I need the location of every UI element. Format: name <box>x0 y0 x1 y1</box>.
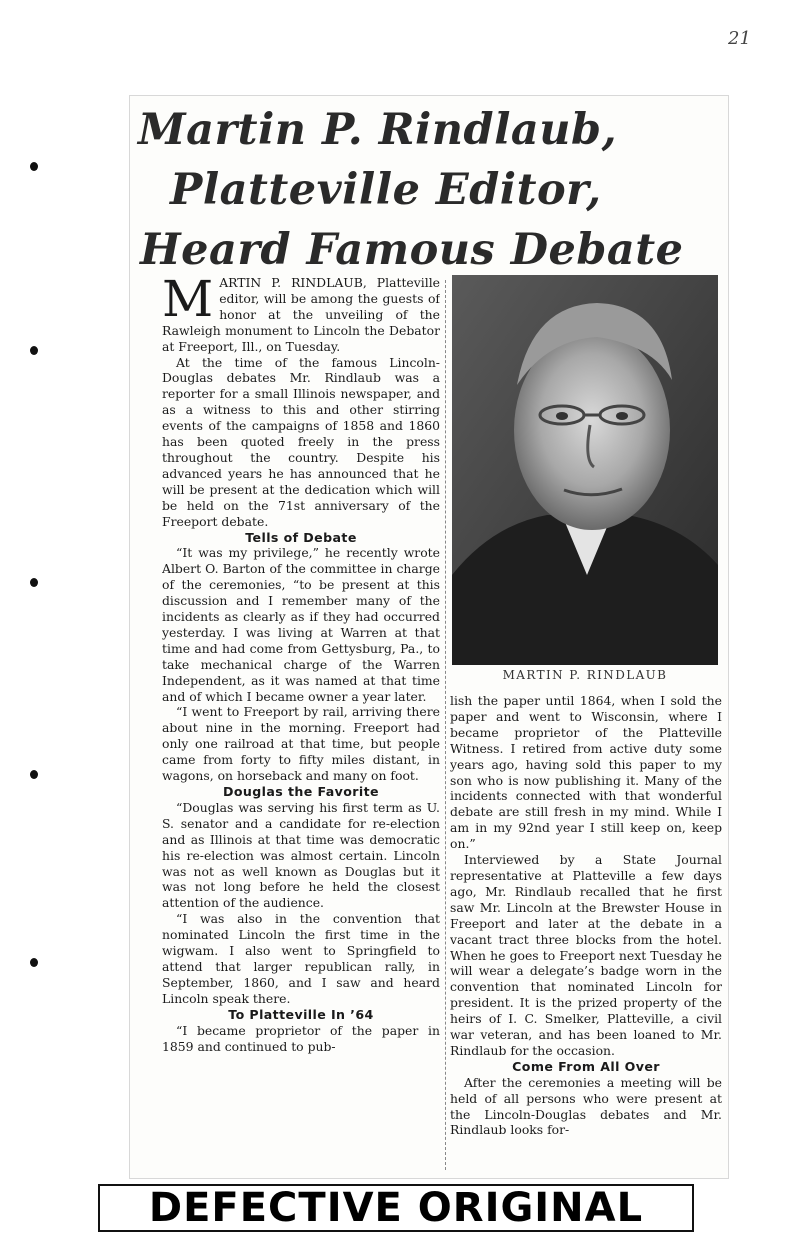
portrait-image <box>452 275 718 665</box>
article-paragraph: “I became proprietor of the paper in 1859 and continued to pub- <box>162 1022 440 1054</box>
punch-hole-4 <box>30 770 38 779</box>
subhead-to-platteville: To Platteville In ’64 <box>228 1006 374 1022</box>
subhead-tells-of-debate: Tells of Debate <box>245 529 357 545</box>
article-paragraph: lish the paper until 1864, when I sold the paper and went to Wisconsin, where I became proprietor of the Platteville Witness. I retired from active duty some years ago, having sold this paper to my son who is now publishing it. Many of the incidents connected with that wonderful debate are still fresh in my mind. While I am in my 92nd year I still keep on, keep on.” <box>450 693 722 852</box>
article-paragraph: Interviewed by a State Journal representative at Platteville a few days ago, Mr. Rindlaub recalled that he first saw Mr. Lincoln at the Brewster House in Freeport and later at the debate in a vacant tract three blocks from the hotel. When he goes to Freeport next Tuesday he will wear a delegate’s badge worn in the convention that nominated Lincoln for president. It is the prized property of the heirs of I. C. Smelker, Platteville, a civil war veteran, and has been loaned to Mr. Rindlaub for the occasion. <box>450 852 722 1058</box>
subhead-come-from-all-over: Come From All Over <box>512 1058 660 1074</box>
headline-line-3: Heard Famous Debate <box>140 225 684 275</box>
subhead-douglas-the-favorite: Douglas the Favorite <box>222 784 379 799</box>
lead-text: ARTIN P. RINDLAUB, Platteville editor, will be among the guests of honor at the unveiling of the Rawleigh monument to Lincoln the Debator at Freeport, Ill., on Tuesday. <box>162 275 440 354</box>
portrait-photo <box>452 275 718 665</box>
column-rule <box>445 280 447 1170</box>
article-paragraph: “I was also in the convention that nominated Lincoln the first time in the wigwam. I also went to Springfield to attend that larger republican rally, in September, 1860, and I saw and heard Lincoln speak there. <box>162 911 440 1006</box>
article-paragraph: After the ceremonies a meeting will be held of all persons who were present at the Lincoln-Douglas debates and Mr. Rindlaub looks for- <box>450 1074 722 1138</box>
article-column-left <box>162 275 440 1170</box>
punch-hole-3 <box>30 578 38 587</box>
page-number: 21 <box>728 28 751 49</box>
punch-hole-2 <box>30 346 38 355</box>
article-paragraph: “It was my privilege,” he recently wrote Albert O. Barton of the committee in charge of the ceremonies, “to be present at this discussion and I remember many of the incidents as clearly as if they had occurred yesterday. I was living at Warren at that time and had come from Gettysburg, Pa., to take mechanical charge of the Warren Independent, as it was named at that time and of which I became owner a year later. <box>162 545 440 704</box>
article-paragraph <box>162 275 440 355</box>
drop-cap: M <box>162 275 214 328</box>
punch-hole-1 <box>30 162 38 171</box>
article-paragraph: “I went to Freeport by rail, arriving there about nine in the morning. Freeport had only one railroad at that time, but people came from forty to fifty miles distant, in wagons, on horseback and many on foot. <box>162 704 440 784</box>
article-paragraph: “Douglas was serving his first term as U. S. senator and a candidate for re-election and as Illinois at that time was democratic his re-election was almost certain. Lincoln was not as well known as Douglas but it was not long before he held the closest attention of the audience. <box>162 799 440 911</box>
article-paragraph: At the time of the famous Lincoln-Douglas debates Mr. Rindlaub was a reporter for a small Illinois newspaper, and as a witness to this and other stirring events of the campaigns of 1858 and 1860 has been quoted freely in the press throughout the country. Despite his advanced years he has announced that he will be present at the dedication which will be held on the 71st anniversary of the Freeport debate. <box>162 354 440 529</box>
defective-original-stamp: DEFECTIVE ORIGINAL <box>98 1184 694 1232</box>
article-column-right <box>450 693 722 1171</box>
headline-line-1: Martin P. Rindlaub, <box>138 105 618 155</box>
article-headline <box>138 100 708 280</box>
punch-hole-5 <box>30 958 38 967</box>
photo-caption: MARTIN P. RINDLAUB <box>502 668 668 682</box>
headline-line-2: Platteville Editor, <box>170 165 602 215</box>
